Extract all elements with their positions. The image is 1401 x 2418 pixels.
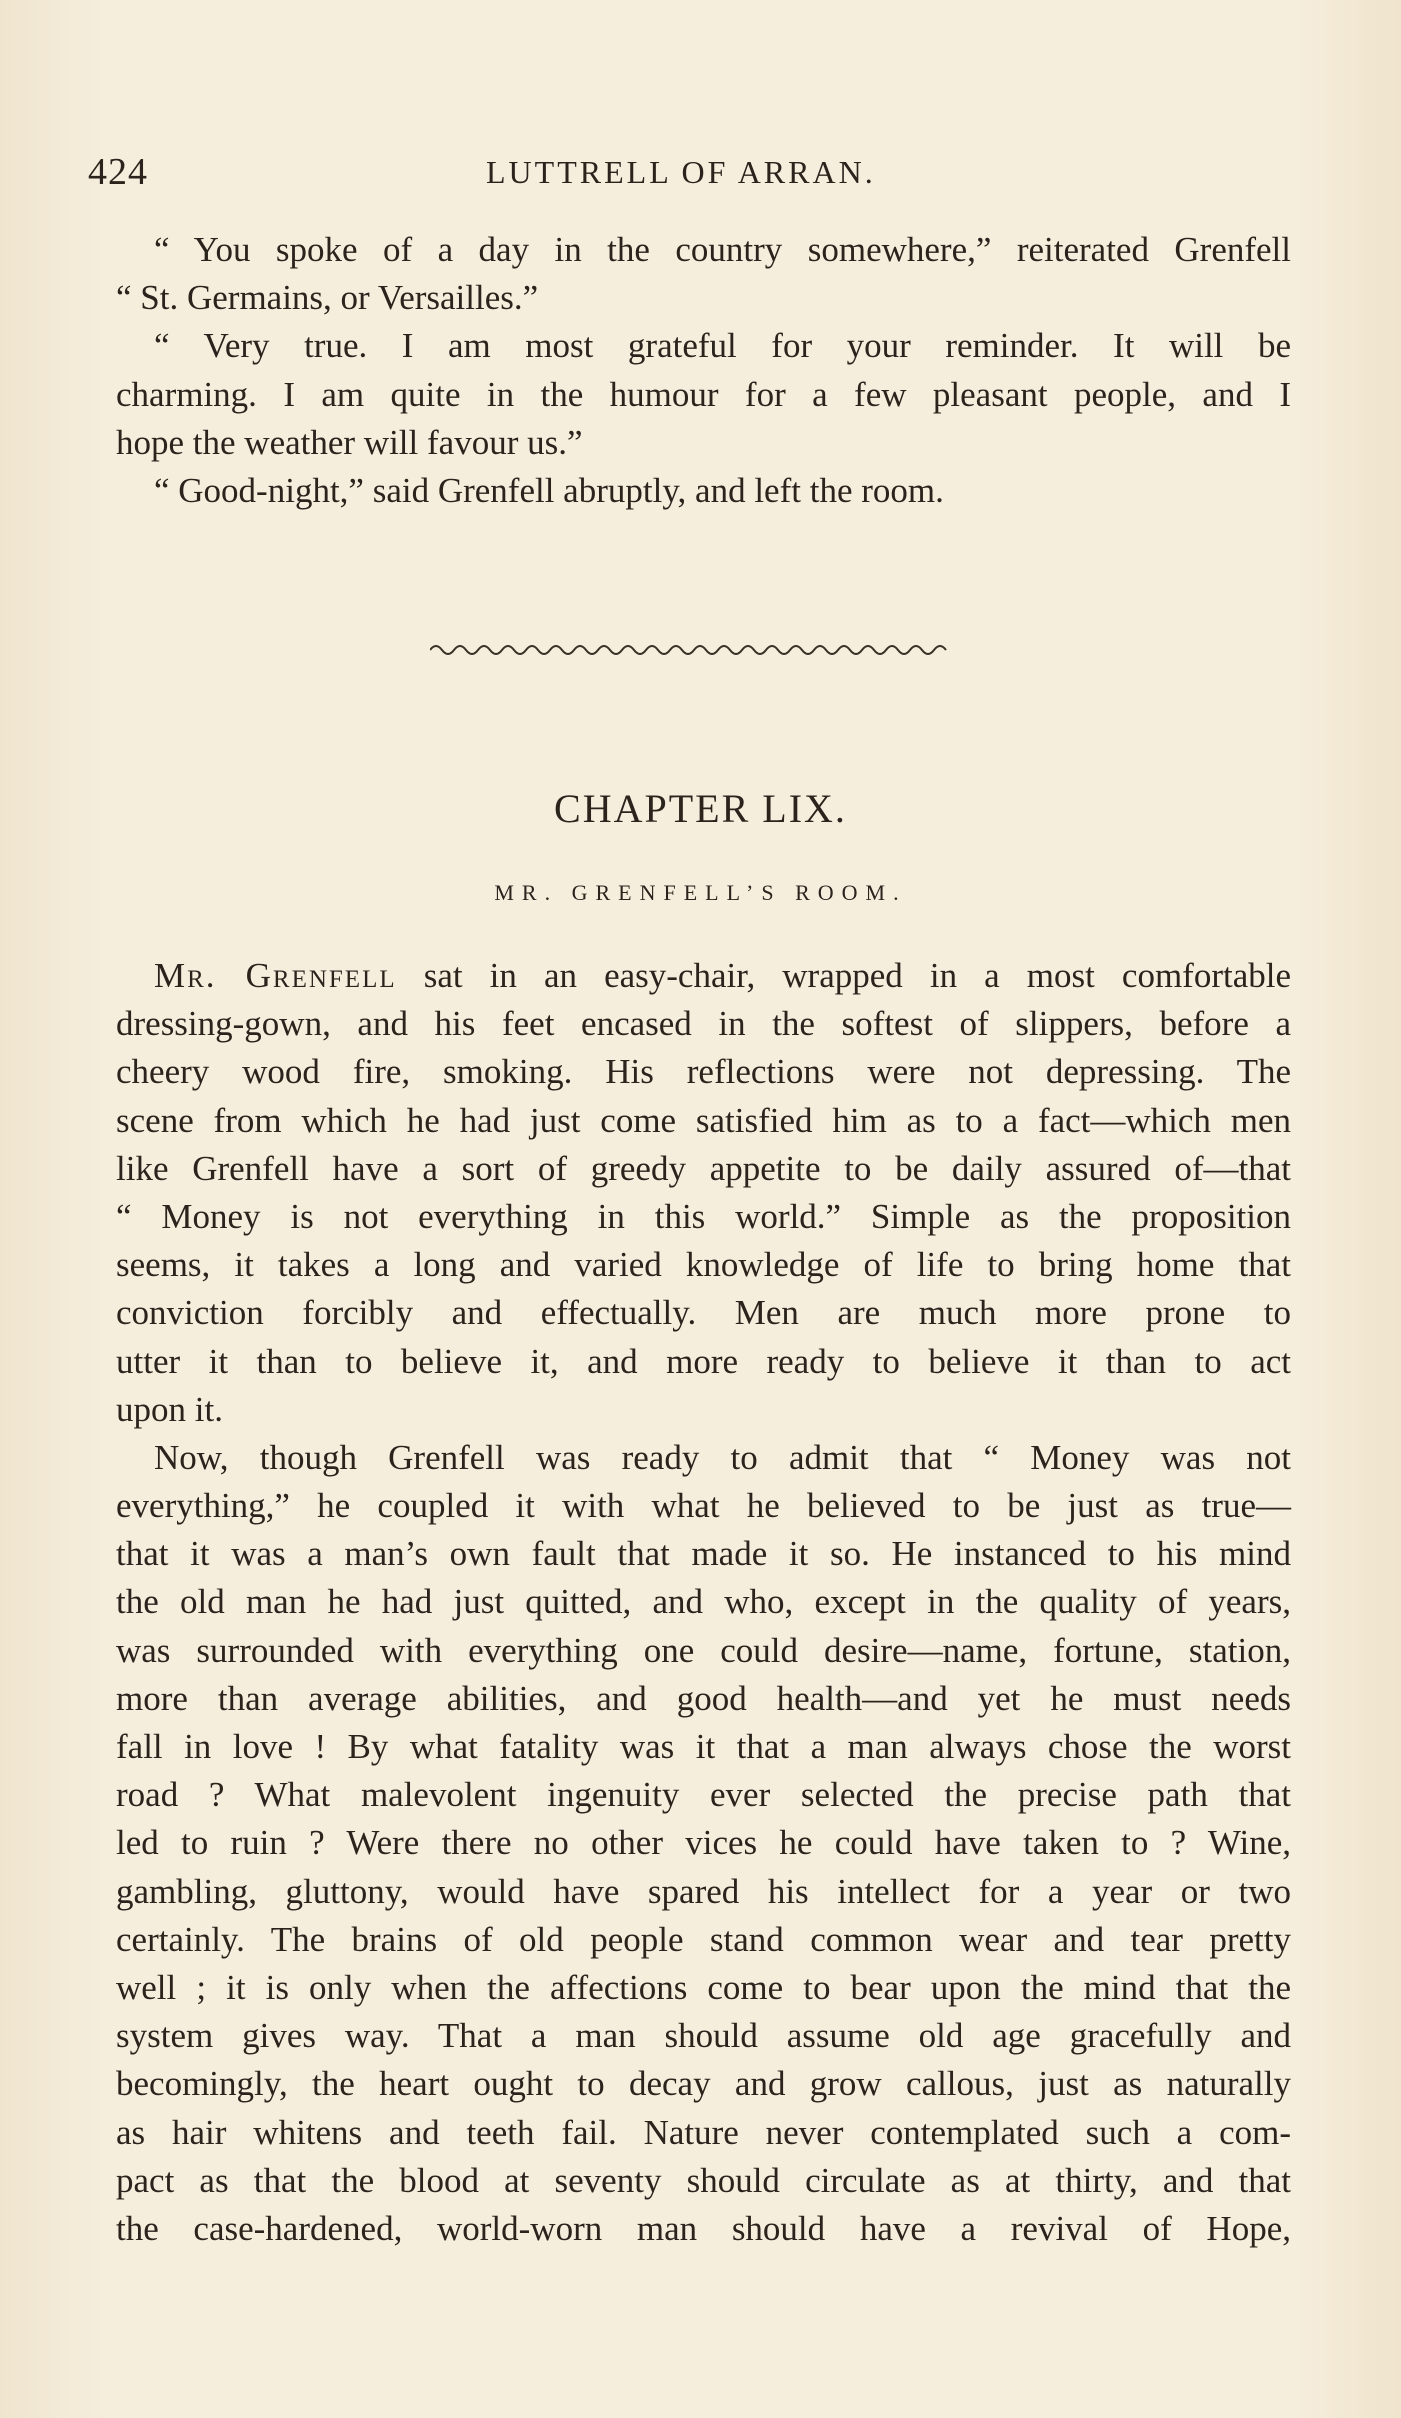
text-line: charming. I am quite in the humour for a few pleasant people, and I [116, 374, 1291, 414]
lead-smallcaps: Mr. Grenfell [154, 956, 397, 995]
text-line: the old man he had just quitted, and who, except in the quality of years, [116, 1582, 1291, 1622]
text-line: “ Good-night,” said Grenfell abruptly, and left the room. [154, 470, 944, 510]
text-line: road ? What malevolent ingenuity ever selected the precise path that [116, 1775, 1291, 1815]
text-line: Now, though Grenfell was ready to admit that “ Money was not [154, 1437, 1291, 1477]
text-line: utter it than to believe it, and more ready to believe it than to act [116, 1341, 1291, 1381]
text-line: certainly. The brains of old people stand common wear and tear pretty [116, 1919, 1291, 1959]
chapter-body [116, 952, 1291, 2253]
text-line: seems, it takes a long and varied knowledge of life to bring home that [116, 1245, 1291, 1285]
lead-line-rest: sat in an easy-chair, wrapped in a most comfortable [396, 956, 1291, 995]
text-line: well ; it is only when the affections come to bear upon the mind that the [116, 1967, 1291, 2007]
chapter-subtitle: MR. GRENFELL’S ROOM. [494, 880, 907, 905]
running-title: LUTTRELL OF ARRAN. [486, 154, 876, 190]
text-line [116, 952, 1291, 1000]
text-line: system gives way. That a man should assume old age gracefully and [116, 2016, 1291, 2056]
text-line: more than average abilities, and good health—and yet he must needs [116, 1678, 1291, 1718]
text-line: scene from which he had just come satisfied him as to a fact—which men [116, 1100, 1291, 1140]
text-line: pact as that the blood at seventy should circulate as at thirty, and that [116, 2160, 1291, 2200]
text-line: the case-hardened, world-worn man should have a revival of Hope, [116, 2208, 1291, 2248]
text-line: led to ruin ? Were there no other vices he could have taken to ? Wine, [116, 1823, 1291, 1863]
text-line: becomingly, the heart ought to decay and grow callous, just as naturally [116, 2064, 1291, 2104]
page-number: 424 [88, 151, 148, 193]
text-line: as hair whitens and teeth fail. Nature never contemplated such a com- [116, 2112, 1291, 2152]
text-line: fall in love ! By what fatality was it that a man always chose the worst [116, 1727, 1291, 1766]
text-line: “ Money is not everything in this world.” Simple as the proposition [116, 1196, 1291, 1236]
text-line: dressing-gown, and his feet encased in the softest of slippers, before a [116, 1004, 1291, 1044]
text-line: “ You spoke of a day in the country somewhere,” reiterated Grenfell [154, 230, 1291, 269]
text-line: conviction forcibly and effectually. Men are much more prone to [116, 1293, 1291, 1333]
section-divider-ornament [430, 640, 950, 660]
text-line: everything,” he coupled it with what he believed to be just as true— [116, 1486, 1291, 1526]
closing-dialogue [116, 226, 1291, 515]
text-line: upon it. [116, 1389, 223, 1429]
chapter-title: CHAPTER LIX. [554, 786, 847, 831]
text-line: hope the weather will favour us.” [116, 422, 583, 462]
text-line: that it was a man’s own fault that made it so. He instanced to his mind [116, 1534, 1291, 1574]
text-line: cheery wood fire, smoking. His reflections were not depressing. The [116, 1052, 1291, 1092]
text-line: “ St. Germains, or Versailles.” [116, 278, 539, 318]
running-head [88, 150, 1288, 194]
text-line: like Grenfell have a sort of greedy appetite to be daily assured of—that [116, 1148, 1291, 1188]
text-line: “ Very true. I am most grateful for your reminder. It will be [154, 326, 1291, 366]
text-line: was surrounded with everything one could desire—name, fortune, station, [116, 1630, 1291, 1670]
text-line: gambling, gluttony, would have spared his intellect for a year or two [116, 1871, 1291, 1911]
